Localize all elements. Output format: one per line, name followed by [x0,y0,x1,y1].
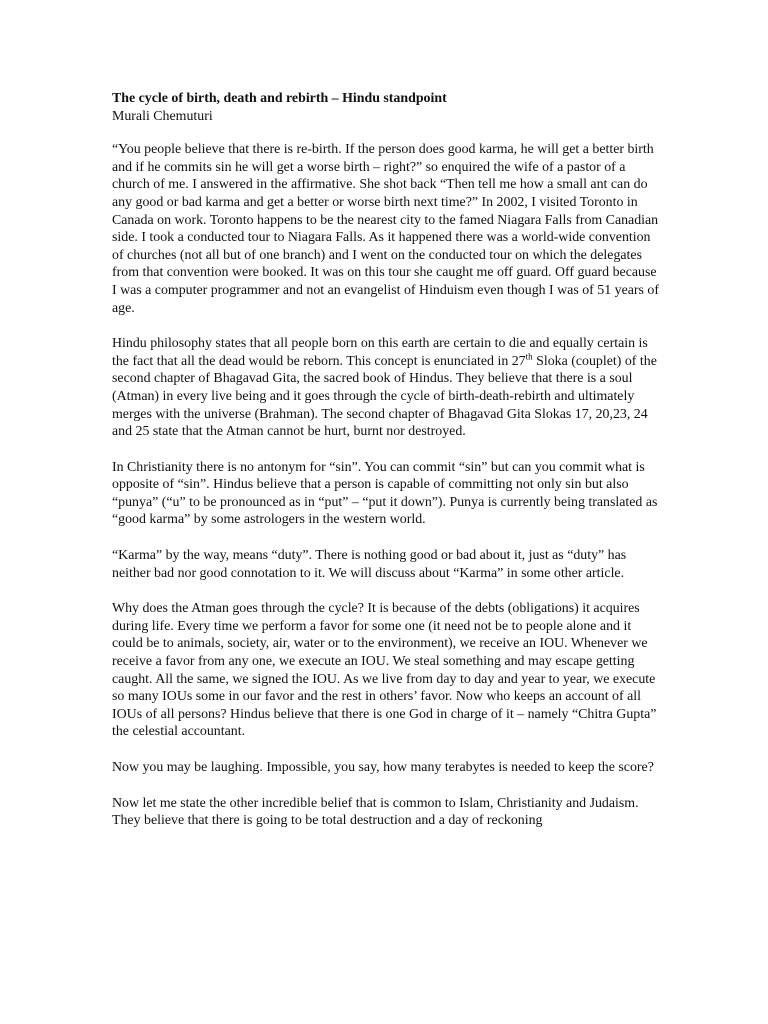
document-author: Murali Chemuturi [112,108,213,124]
document-title: The cycle of birth, death and rebirth – Hindu standpoint [112,91,447,106]
paragraph-7: Now let me state the other incredible belief that is common to Islam, Christianity and Judaism. They believe that there is going to be total destruction and a day of reckoning [112,795,639,829]
ordinal-superscript: th [525,351,533,362]
paragraph-6: Now you may be laughing. Impossible, you say, how many terabytes is needed to keep the score? [112,760,654,775]
paragraph-1: “You people believe that there is re-birth. If the person does good karma, he will get a better birth and if he commits sin he will get a worse birth – right?” so enquired the wife of a pastor of a church of me. I answered in the affirmative. She shot back “Then tell me how a small ant can do any good or bad karma and get a better or worse birth next time?” In 2002, I visited Toronto in Canada on work. Toronto happens to be the nearest city to the famed Niagara Falls from Canadian side. I took a conducted tour to Niagara Falls. As it happened there was a world-wide convention of churches (not all but of one branch) and I went on the conducted tour on which the delegates from that convention were booked. It was on this tour she caught me off guard. Off guard because I was a computer programmer and not an evangelist of Hinduism even though I was of 51 years of age. [112,142,659,316]
document-page [112,90,660,848]
paragraph-4: “Karma” by the way, means “duty”. There is nothing good or bad about it, just as “duty” has neither bad nor good connotation to it. We will discuss about “Karma” in some other article. [112,548,627,581]
paragraph-5: Why does the Atman goes through the cycle? It is because of the debts (obligations) it acquires during life. Every time we perform a favor for some one (it need not be to people alone and it could be to animals, society, air, water or to the environment), we receive an IOU. Whenever we receive a favor from any one, we execute an IOU. We steal something and may escape getting caught. All the same, we signed the IOU. As we live from day to day and year to year, we execute so many IOUs some in our favor and the rest in others’ favor. Now who keeps an account of all IOUs of all persons? Hindus believe that there is one God in charge of it – namely “Chitra Gupta” the celestial accountant. [112,601,657,740]
paragraph-2 [112,335,660,441]
paragraph-3: In Christianity there is no antonym for “sin”. You can commit “sin” but can you commit what is opposite of “sin”. Hindus believe that a person is capable of committing not only sin but also “punya” (“u” to be pronounced as in “put” – “put it down”). Punya is currently being translated as “good karma” by some astrologers in the western world. [112,459,658,528]
paragraph-2-text-end: Sloka (couplet) of the second chapter of Bhagavad Gita, the sacred book of Hindus. They believe that there is a soul (Atman) in every live being and it goes through the cycle of birth-death-rebirth and ultimately merges with the universe (Brahman). The second chapter of Bhagavad Gita Slokas 17, 20,23, 24 and 25 state that the Atman cannot be hurt, burnt nor destroyed. [112,353,657,440]
paragraph-2-text-start: Hindu philosophy states that all people born on this earth are certain to die and equally certain is the fact that all the dead would be reborn. This concept is enunciated in 27 [112,336,648,369]
